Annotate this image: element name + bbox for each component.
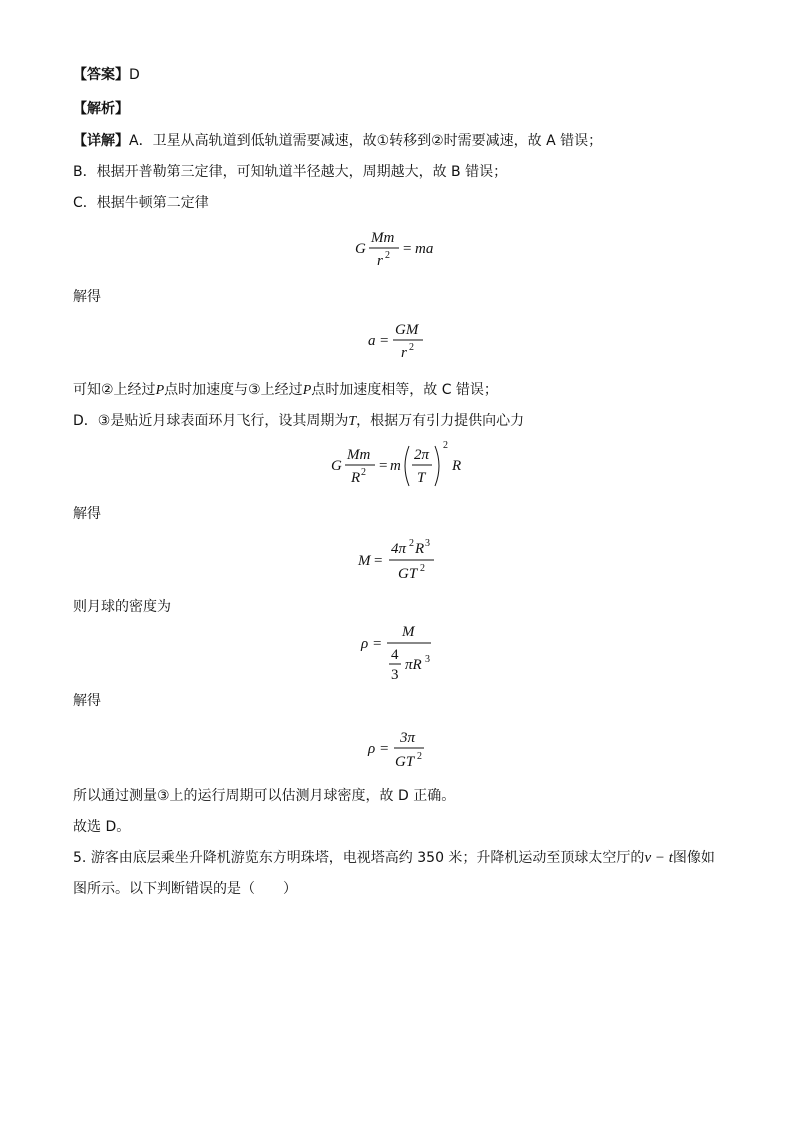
detail-line-a bbox=[73, 132, 602, 150]
question-5-var: v − t bbox=[644, 850, 673, 866]
line-c2-var1: P bbox=[155, 383, 165, 398]
eq2-den-exp: 2 bbox=[409, 342, 414, 353]
eq3-den: R bbox=[351, 470, 361, 486]
eq6-den: GT bbox=[395, 754, 415, 770]
eq4-den-exp: 2 bbox=[420, 563, 425, 574]
eq6-num: 3π bbox=[400, 730, 416, 746]
eq3-outer-exp: 2 bbox=[443, 440, 448, 451]
eq2-eq: = bbox=[380, 333, 389, 349]
eq3-den-exp: 2 bbox=[361, 467, 366, 478]
eq4-num-exp1: 2 bbox=[409, 538, 414, 549]
solve-label-3: 解得 bbox=[73, 693, 101, 709]
eq3-r: R bbox=[452, 458, 462, 474]
question-5-text-post: 图像如 bbox=[672, 850, 715, 866]
line-d-var: T bbox=[348, 414, 357, 429]
eq3-eq: = bbox=[379, 458, 388, 474]
eq3-g: G bbox=[331, 458, 342, 474]
line-c2-mid: 点时加速度与③上经过 bbox=[164, 382, 303, 398]
eq5-den-rest: πR bbox=[405, 657, 422, 673]
detail-text-a: A．卫星从高轨道到低轨道需要减速，故①转移到②时需要减速，故 A 错误； bbox=[129, 133, 603, 149]
line-c2-var2: P bbox=[302, 383, 312, 398]
eq4-num-r: R bbox=[415, 541, 425, 557]
equation-density-def bbox=[361, 620, 441, 684]
eq3-inner-num: 2π bbox=[414, 447, 430, 463]
line-d-pre: D．③是贴近月球表面环月飞行，设其周期为 bbox=[73, 413, 349, 429]
choice: 故选 D。 bbox=[73, 819, 131, 835]
eq3-right-paren bbox=[435, 446, 439, 486]
eq6-den-exp: 2 bbox=[417, 751, 422, 762]
eq3-left-paren bbox=[405, 446, 409, 486]
eq4-den: GT bbox=[398, 566, 418, 582]
eq5-den-frac-num: 4 bbox=[391, 647, 399, 663]
eq3-num: Mm bbox=[347, 447, 371, 463]
solve-label-1: 解得 bbox=[73, 289, 101, 305]
equation-acceleration bbox=[368, 318, 438, 362]
line-d bbox=[73, 412, 524, 431]
line-c: C．根据牛顿第二定律 bbox=[73, 195, 209, 211]
answer-label: 【答案】 bbox=[73, 67, 129, 83]
eq4-eq: = bbox=[374, 553, 383, 569]
density-intro: 则月球的密度为 bbox=[73, 599, 171, 615]
equation-density-result bbox=[368, 726, 438, 772]
solve-label-2: 解得 bbox=[73, 506, 101, 522]
analysis-label: 【解析】 bbox=[73, 101, 129, 117]
eq4-num-exp2: 3 bbox=[425, 538, 430, 549]
equation-gravity-newton bbox=[355, 226, 445, 270]
eq5-num: M bbox=[402, 624, 415, 640]
eq6-lhs: ρ bbox=[368, 741, 376, 757]
question-5-line-2: 图所示。以下判断错误的是（ ） bbox=[73, 881, 297, 897]
line-c2-post: 点时加速度相等，故 C 错误； bbox=[311, 382, 498, 398]
eq4-num: 4π bbox=[391, 541, 407, 557]
equation-mass bbox=[358, 536, 448, 584]
eq1-eq: = bbox=[403, 241, 412, 257]
eq3-inner-den: T bbox=[417, 470, 426, 486]
line-c2 bbox=[73, 381, 498, 400]
line-c2-pre: 可知②上经过 bbox=[73, 382, 156, 398]
question-5-text-pre: 游客由底层乘坐升降机游览东方明珠塔，电视塔高约 350 米；升降机运动至顶球太空厅的 bbox=[90, 850, 645, 866]
eq4-lhs: M bbox=[358, 553, 371, 569]
eq2-num: GM bbox=[395, 322, 419, 338]
eq1-g: G bbox=[355, 241, 366, 257]
eq1-den: r bbox=[377, 253, 383, 269]
question-5-line-1 bbox=[73, 849, 715, 867]
eq2-lhs: a bbox=[368, 333, 376, 349]
detail-label: 【详解】 bbox=[73, 133, 129, 149]
equation-centripetal bbox=[331, 440, 471, 492]
eq5-eq: = bbox=[373, 636, 382, 652]
eq5-den-frac-den: 3 bbox=[391, 667, 399, 683]
eq6-eq: = bbox=[380, 741, 389, 757]
answer-value: D bbox=[129, 67, 140, 83]
eq1-rhs: ma bbox=[415, 241, 434, 257]
eq1-den-exp: 2 bbox=[385, 250, 390, 261]
eq5-lhs: ρ bbox=[361, 636, 369, 652]
question-5-number: 5. bbox=[73, 850, 87, 866]
eq2-den: r bbox=[401, 345, 407, 361]
eq1-num: Mm bbox=[371, 230, 395, 246]
eq5-den-exp: 3 bbox=[425, 654, 430, 665]
line-d-post: ，根据万有引力提供向心力 bbox=[356, 413, 525, 429]
eq3-m: m bbox=[390, 458, 401, 474]
answer-line bbox=[73, 66, 140, 84]
conclusion: 所以通过测量③上的运行周期可以估测月球密度，故 D 正确。 bbox=[73, 788, 456, 804]
line-b: B．根据开普勒第三定律，可知轨道半径越大，周期越大，故 B 错误； bbox=[73, 164, 508, 180]
